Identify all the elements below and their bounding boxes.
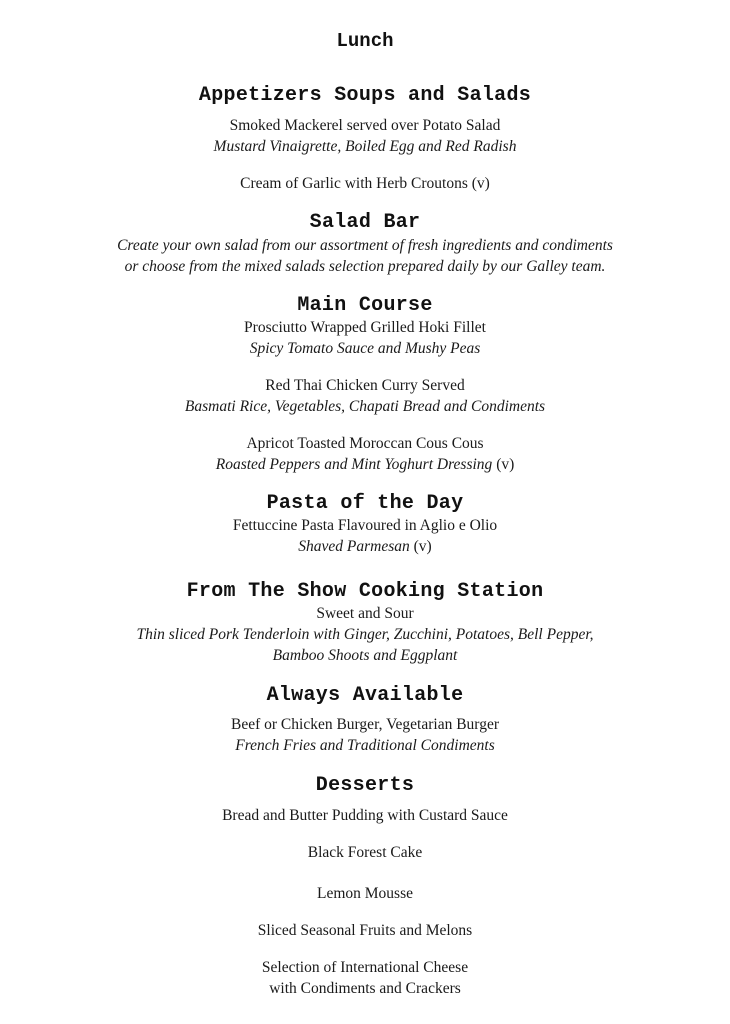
menu-item-description-text: Shaved Parmesan (298, 538, 410, 555)
section-heading-pasta: Pasta of the Day (266, 492, 464, 515)
dessert-item: Sliced Seasonal Fruits and Melons (257, 922, 473, 939)
section-heading-always-available: Always Available (266, 684, 464, 707)
menu-item-description-text: Roasted Peppers and Mint Yoghurt Dressing (215, 456, 493, 473)
dessert-item: with Condiments and Crackers (269, 980, 461, 997)
section-heading-desserts: Desserts (315, 774, 415, 797)
menu-item-description: Basmati Rice, Vegetables, Chapati Bread and Condiments (184, 398, 546, 415)
dessert-item: Lemon Mousse (316, 885, 413, 902)
menu-item-description: French Fries and Traditional Condiments (235, 737, 495, 754)
menu-item-description: Bamboo Shoots and Eggplant (272, 647, 458, 664)
menu-item-name: Sweet and Sour (316, 605, 414, 622)
menu-item-description: Spicy Tomato Sauce and Mushy Peas (249, 340, 481, 357)
section-description: Create your own salad from our assortment of fresh ingredients and condiments (117, 237, 613, 254)
section-heading-salad-bar: Salad Bar (309, 211, 421, 234)
menu-item-name: Red Thai Chicken Curry Served (265, 377, 465, 394)
vegetarian-tag: (v) (409, 538, 432, 555)
section-description: or choose from the mixed salads selection prepared daily by our Galley team. (124, 258, 606, 275)
menu-item-description: Thin sliced Pork Tenderloin with Ginger, Zucchini, Potatoes, Bell Pepper, (136, 626, 594, 643)
menu-item-name: Apricot Toasted Moroccan Cous Cous (246, 435, 484, 452)
menu-item-name: Prosciutto Wrapped Grilled Hoki Fillet (244, 319, 486, 336)
menu-item-description (0, 456, 730, 474)
menu-title: Lunch (336, 30, 394, 52)
dessert-item: Bread and Butter Pudding with Custard Sauce (222, 807, 508, 824)
vegetarian-tag: (v) (492, 456, 515, 473)
dessert-item: Selection of International Cheese (261, 959, 469, 976)
section-heading-show-cooking: From The Show Cooking Station (186, 580, 544, 603)
section-heading-main-course: Main Course (297, 294, 433, 317)
dessert-item: Black Forest Cake (307, 844, 423, 861)
menu-item-name: Beef or Chicken Burger, Vegetarian Burger (231, 716, 499, 733)
menu-item-description (0, 538, 730, 556)
menu-item-name: Cream of Garlic with Herb Croutons (v) (240, 175, 490, 192)
menu-item-description: Mustard Vinaigrette, Boiled Egg and Red Radish (213, 138, 517, 155)
menu-item-name: Smoked Mackerel served over Potato Salad (229, 117, 501, 134)
section-heading-appetizers: Appetizers Soups and Salads (198, 84, 532, 107)
menu-item-name: Fettuccine Pasta Flavoured in Aglio e Olio (232, 517, 498, 534)
